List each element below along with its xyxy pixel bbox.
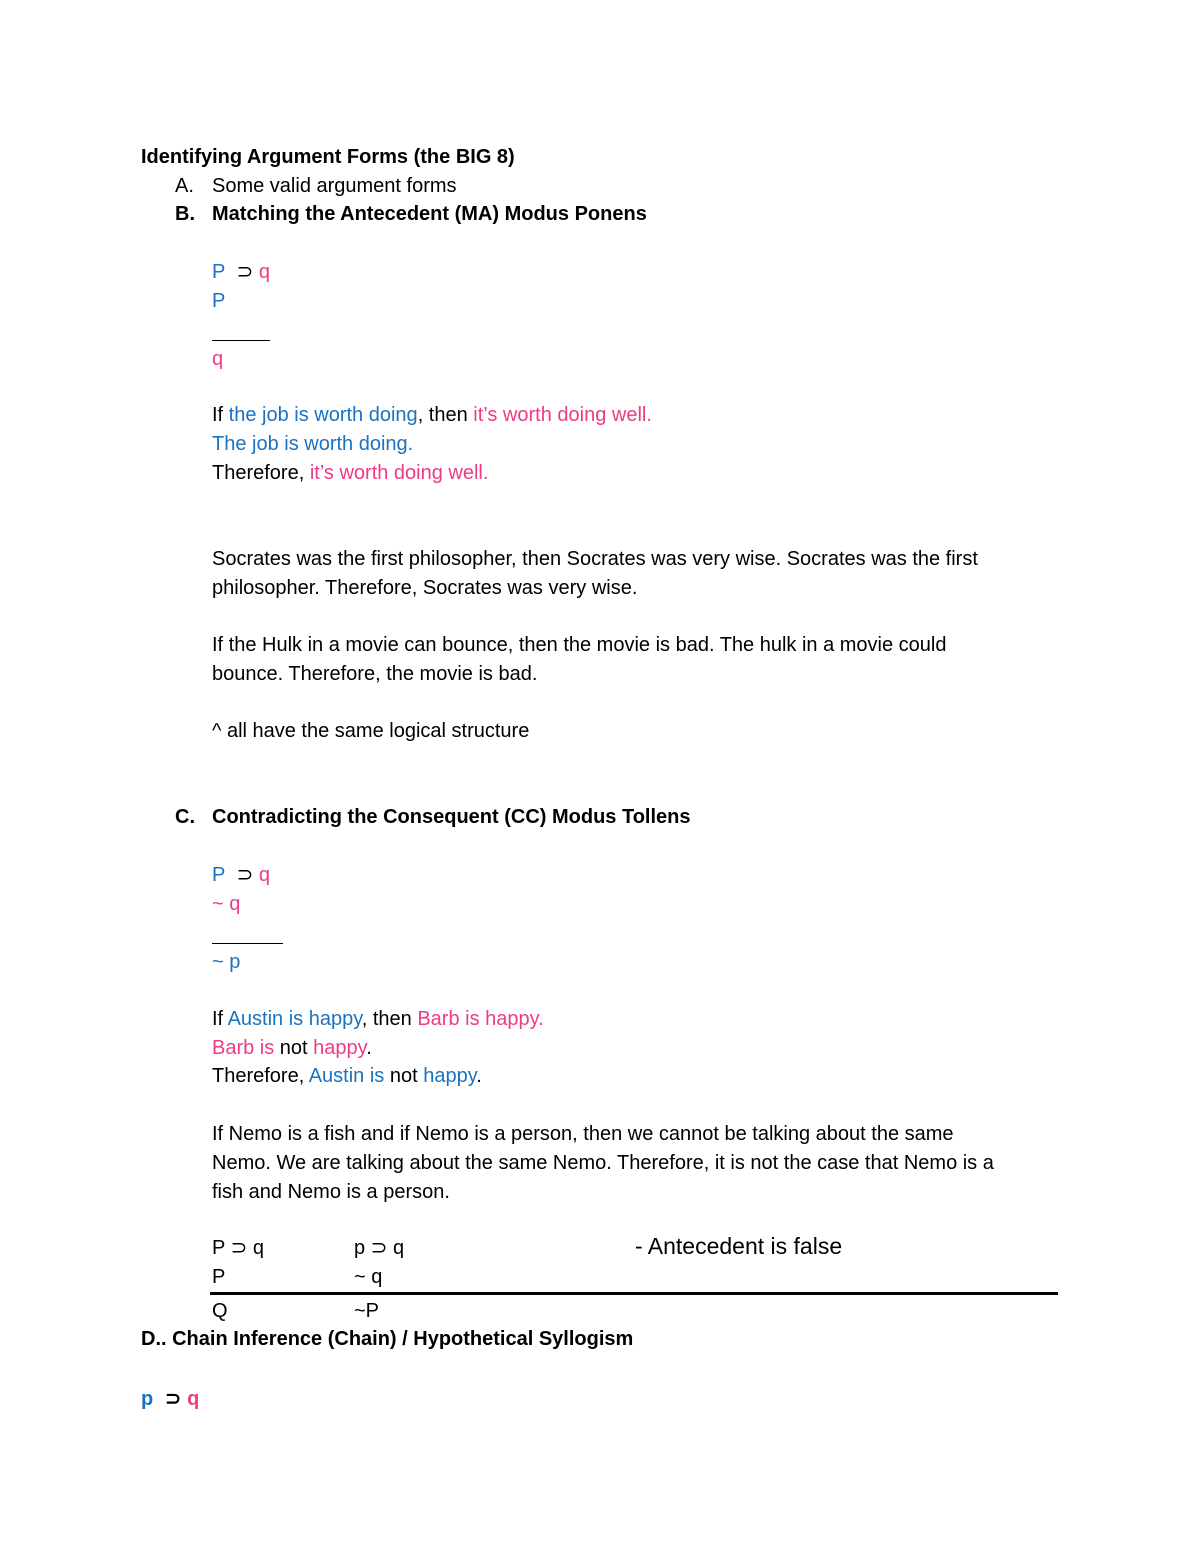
mp-ex-therefore: Therefore, (212, 462, 310, 484)
mp-divider (212, 340, 270, 341)
mt-q: q (258, 864, 270, 886)
mt-ex-not-1: not (274, 1037, 314, 1059)
mp-example-line-2: The job is worth doing. (212, 433, 414, 455)
table-col1-row3: Q (212, 1300, 228, 1322)
mp-premise-2: P (212, 290, 226, 312)
section-a-marker: A. (175, 175, 194, 197)
chain-premise-1 (141, 1385, 199, 1413)
mp-p: P (212, 261, 225, 283)
section-b-heading: Matching the Antecedent (MA) Modus Ponens (212, 203, 647, 225)
mp-ex-if: If (212, 404, 229, 426)
mt-conclusion: ~ p (212, 951, 241, 973)
table-rule (210, 1292, 1058, 1295)
mp-example-line-3 (212, 459, 488, 487)
mt-ex-period-1: . (366, 1037, 372, 1059)
mt-ex-if: If (212, 1008, 228, 1030)
mp-example-line-1 (212, 401, 652, 429)
antecedent-note: - Antecedent is false (635, 1233, 843, 1259)
table-col1-row2: P (212, 1266, 226, 1288)
mp-ex-antecedent: the job is worth doing (228, 404, 418, 426)
mt-divider (212, 943, 283, 944)
mt-p: P (212, 864, 225, 886)
nemo-line-1: If Nemo is a fish and if Nemo is a person, then we cannot be talking about the same (212, 1123, 954, 1145)
mt-ex-happy-2: happy (423, 1065, 477, 1087)
table-col2-row2: ~ q (354, 1266, 383, 1288)
mp-ex-then: , then (417, 404, 474, 426)
section-b-marker: B. (175, 203, 195, 225)
socrates-line-1: Socrates was the first philosopher, then Socrates was very wise. Socrates was the first (212, 548, 978, 570)
mt-ex-not-2: not (384, 1065, 424, 1087)
chain-q: q (187, 1388, 200, 1410)
chain-p: p (141, 1388, 154, 1410)
section-c-marker: C. (175, 806, 195, 828)
mp-horseshoe: ⊃ (236, 261, 254, 283)
table-col2-row3: ~P (354, 1300, 380, 1322)
chain-horseshoe: ⊃ (164, 1388, 182, 1410)
mt-premise-2: ~ q (212, 893, 241, 915)
nemo-line-3: fish and Nemo is a person. (212, 1181, 450, 1203)
mt-ex-happy-1: happy (313, 1037, 367, 1059)
mt-example-line-3 (212, 1062, 482, 1090)
table-col2-row1: p ⊃ q (354, 1237, 405, 1259)
mp-ex-consequent: it’s worth doing well. (473, 404, 652, 426)
mp-conclusion: q (212, 348, 224, 370)
mt-example-line-2 (212, 1034, 372, 1062)
section-d-heading: D.. Chain Inference (Chain) / Hypothetical Syllogism (141, 1328, 634, 1350)
mt-ex-period-2: . (476, 1065, 482, 1087)
mt-example-line-1 (212, 1005, 544, 1033)
mp-premise-1 (212, 258, 270, 286)
page-title: Identifying Argument Forms (the BIG 8) (141, 146, 515, 168)
nemo-line-2: Nemo. We are talking about the same Nemo. Therefore, it is not the case that Nemo is a (212, 1152, 994, 1174)
section-c-heading: Contradicting the Consequent (CC) Modus Tollens (212, 806, 691, 828)
structure-note: ^ all have the same logical structure (212, 720, 530, 742)
hulk-line-2: bounce. Therefore, the movie is bad. (212, 663, 538, 685)
table-col1-row1: P ⊃ q (212, 1237, 264, 1259)
hulk-line-1: If the Hulk in a movie can bounce, then the movie is bad. The hulk in a movie could (212, 634, 947, 656)
mt-ex-then: , then (361, 1008, 418, 1030)
mt-horseshoe: ⊃ (236, 864, 254, 886)
mt-ex-therefore: Therefore, (212, 1065, 309, 1087)
mt-ex-barb-is: Barb is (212, 1037, 275, 1059)
mt-ex-consequent: Barb is happy. (417, 1008, 544, 1030)
mp-q: q (258, 261, 270, 283)
mt-ex-austin-is: Austin is (308, 1065, 385, 1087)
socrates-line-2: philosopher. Therefore, Socrates was very wise. (212, 577, 638, 599)
mp-ex-conclusion: it’s worth doing well. (309, 462, 489, 484)
mt-premise-1 (212, 861, 270, 889)
mt-ex-antecedent: Austin is happy (227, 1008, 362, 1030)
section-a-label: Some valid argument forms (212, 175, 457, 197)
